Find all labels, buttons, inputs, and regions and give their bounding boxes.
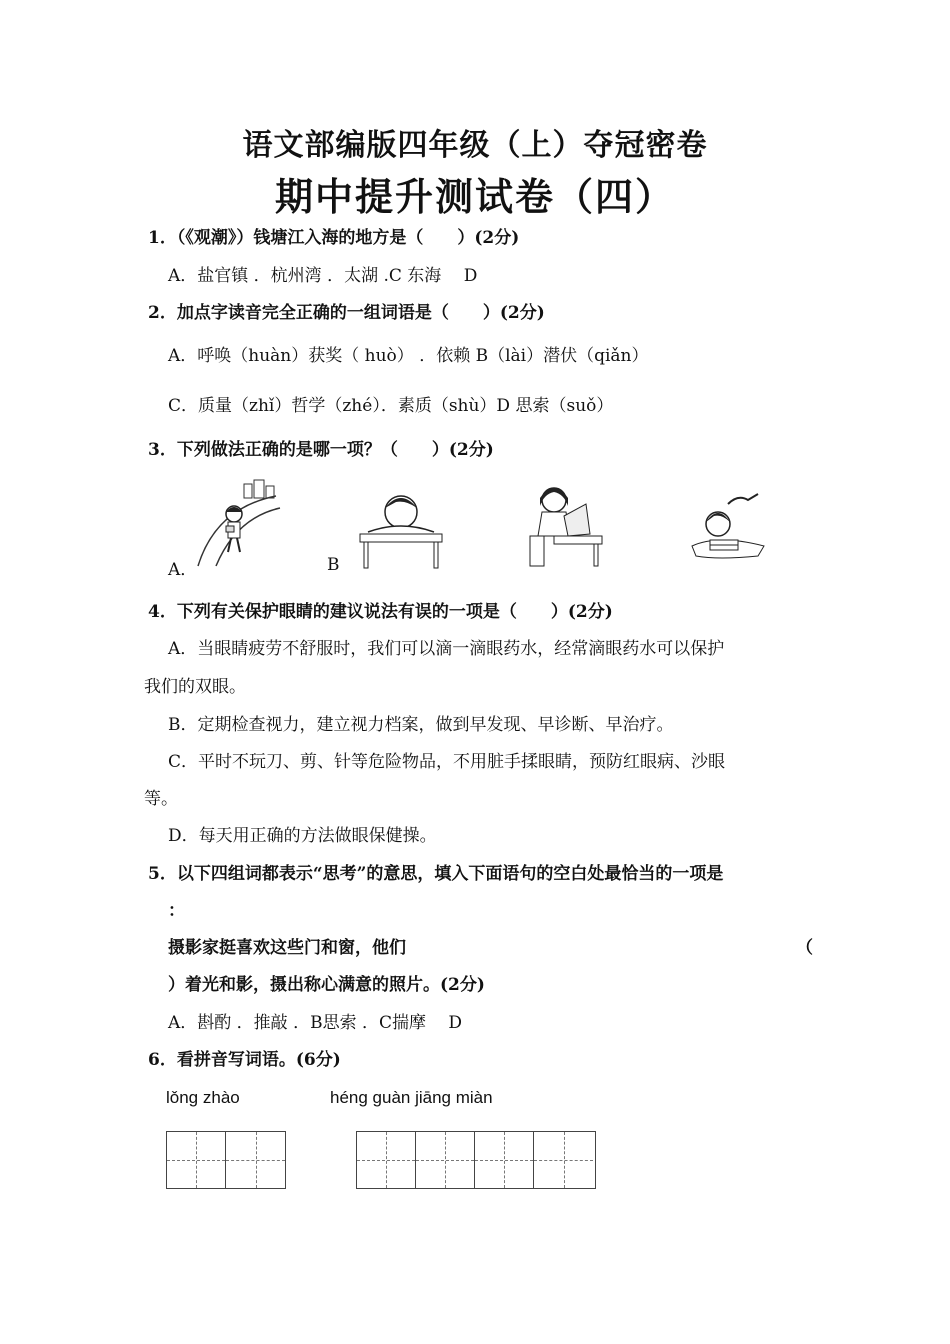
question-5-stem: 5．以下四组词都表示“思考”的意思，填入下面语句的空白处最恰当的一项是 [148,864,724,884]
question-1-stem: 1．（《观潮》）钱塘江入海的地方是（ ）(2分) [148,228,520,248]
writing-at-desk-figure [356,484,446,570]
question-3-label-a: A． [168,560,198,580]
walking-reading-figure [196,478,282,568]
writing-cell[interactable] [475,1132,534,1188]
lying-reading-figure [688,490,770,568]
pinyin-word-1: lǒng zhào [166,1088,240,1107]
question-5-sentence-part2: ）着光和影，摄出称心满意的照片。(2分) [168,975,485,995]
writing-cell[interactable] [357,1132,416,1188]
reading-at-desk-figure [524,476,606,570]
question-4-option-a-line1: A．当眼睛疲劳不舒服时，我们可以滴一滴眼药水，经常滴眼药水可以保护 [168,639,725,659]
question-2-options-line1: A．呼唤（huàn）获奖（ huò） ．依赖 B（lài）潜伏（qiǎn） [168,346,649,366]
question-4-option-c-line1: C．平时不玩刀、剪、针等危险物品，不用脏手揉眼睛，预防红眼病、沙眼 [168,752,726,772]
question-2-stem: 2．加点字读音完全正确的一组词语是（ ）(2分) [148,303,545,323]
question-3-label-b: B [327,555,340,575]
question-4-option-d: D．每天用正确的方法做眼保健操。 [168,826,437,846]
question-5-sentence-paren: （ [796,938,813,958]
paper-title-line2: 期中提升测试卷（四） [274,174,675,219]
question-3-stem: 3．下列做法正确的是哪一项？（ ）(2分) [148,440,494,460]
paper-title-line1: 语文部编版四年级（上）夺冠密卷 [242,128,708,163]
question-2-options-line2: C．质量（zhǐ）哲学（zhé）．素质（shù）D 思索（suǒ） [168,396,614,416]
question-4-option-b: B．定期检查视力，建立视力档案，做到早发现、早诊断、早治疗。 [168,715,674,735]
question-4-option-c-line2: 等。 [144,789,178,809]
writing-cell[interactable] [226,1132,285,1188]
question-1-options: A．盐官镇 ．杭州湾 ．太湖 .C 东海 D [168,266,478,286]
pinyin-word-2: héng guàn jiāng miàn [330,1088,493,1107]
writing-cell[interactable] [416,1132,475,1188]
question-6-stem: 6．看拼音写词语。(6分) [148,1050,341,1070]
question-5-options: A．斟酌 ．推敲 ．B思索 ．C揣摩 D [168,1013,463,1033]
question-5-sentence-part1: 摄影家挺喜欢这些门和窗，他们 [168,938,406,958]
writing-cell[interactable] [534,1132,593,1188]
question-4-stem: 4．下列有关保护眼睛的建议说法有误的一项是（ ）(2分) [148,602,613,622]
question-4-option-a-line2: 我们的双眼。 [144,677,246,697]
question-5-colon: ： [168,901,185,921]
writing-cell[interactable] [167,1132,226,1188]
writing-grid-2[interactable] [356,1131,596,1189]
writing-grid-1[interactable] [166,1131,286,1189]
